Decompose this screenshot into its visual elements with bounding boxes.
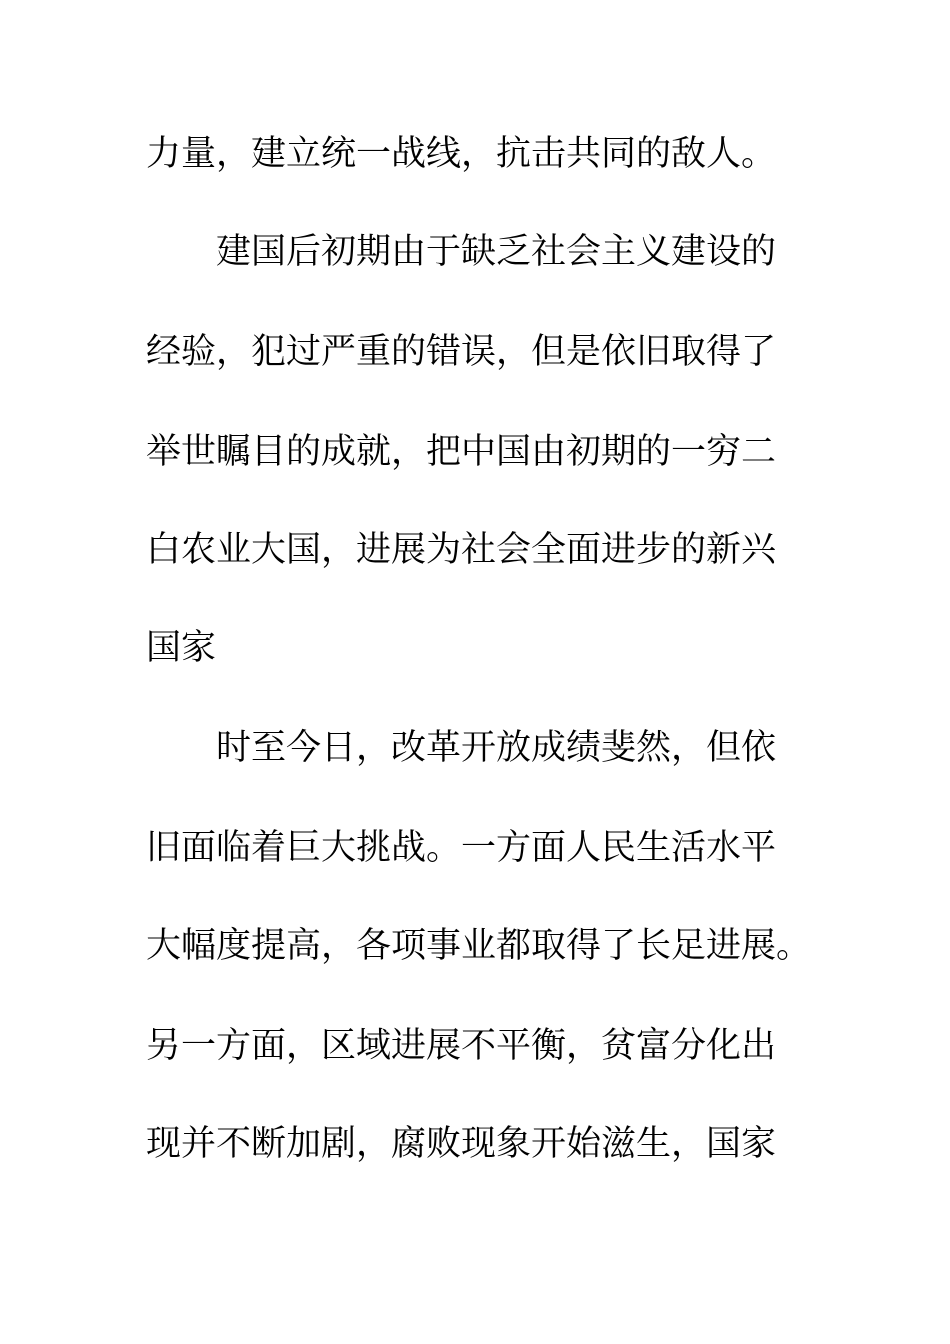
text-line-4: 举世瞩目的成就，把中国由初期的一穷二 xyxy=(146,432,777,472)
text-line-3: 经验，犯过严重的错误，但是依旧取得了 xyxy=(146,332,777,372)
text-line-11: 现并不断加剧，腐败现象开始滋生，国家 xyxy=(146,1124,777,1164)
text-line-6: 国家 xyxy=(146,628,217,668)
text-line-9: 大幅度提高，各项事业都取得了长足进展。 xyxy=(146,926,812,966)
text-line-10: 另一方面，区域进展不平衡，贫富分化出 xyxy=(146,1026,777,1066)
text-line-2: 建国后初期由于缺乏社会主义建设的 xyxy=(216,232,777,272)
text-line-1: 力量，建立统一战线，抗击共同的敌人。 xyxy=(146,134,777,174)
text-line-5: 白农业大国，进展为社会全面进步的新兴 xyxy=(146,530,777,570)
text-line-8: 旧面临着巨大挑战。一方面人民生活水平 xyxy=(146,828,777,868)
text-line-7: 时至今日，改革开放成绩斐然，但依 xyxy=(216,728,777,768)
